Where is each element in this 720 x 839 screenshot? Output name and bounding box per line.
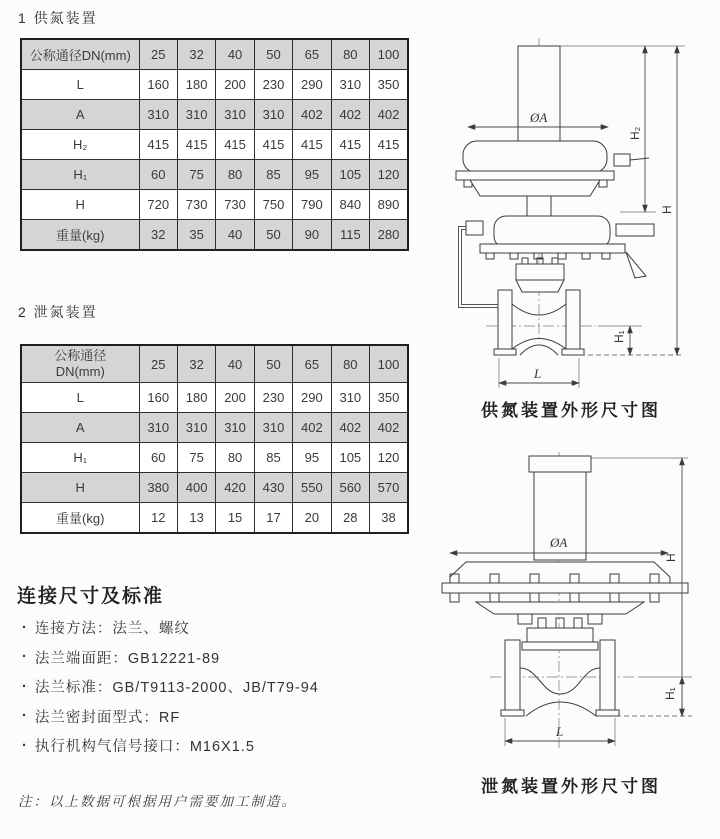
- table-header-cell: 32: [177, 39, 215, 70]
- table-header-cell: 公称通径DN(mm): [21, 39, 139, 70]
- table-header-cell: 80: [331, 345, 369, 383]
- table-cell: 415: [254, 130, 292, 160]
- table-cell: 310: [216, 100, 254, 130]
- table-cell: 160: [139, 70, 177, 100]
- bullet-icon: ·: [22, 649, 28, 666]
- table-cell: 415: [177, 130, 215, 160]
- table-cell: 75: [177, 443, 215, 473]
- table-cell: 402: [370, 413, 408, 443]
- table-cell: 420: [216, 473, 254, 503]
- table-cell: 115: [331, 220, 369, 251]
- l-dimension: [499, 358, 579, 388]
- table-cell: 230: [254, 383, 292, 413]
- table-cell: 560: [331, 473, 369, 503]
- table-cell: 310: [254, 100, 292, 130]
- list-item-text: 执行机构气信号接口：M16X1.5: [34, 739, 255, 756]
- table-cell: 13: [177, 503, 215, 534]
- table-row: [21, 160, 408, 190]
- table-cell: 550: [293, 473, 331, 503]
- table-cell: 120: [370, 160, 408, 190]
- table-header-cell: 公称通径 DN(mm): [21, 345, 139, 383]
- table-cell: 730: [216, 190, 254, 220]
- table-cell: 840: [331, 190, 369, 220]
- table-cell: 730: [177, 190, 215, 220]
- table-row: [21, 503, 408, 534]
- table-cell: 20: [293, 503, 331, 534]
- table-cell: 160: [139, 383, 177, 413]
- table-header-cell: 50: [254, 345, 292, 383]
- table-cell: 95: [293, 443, 331, 473]
- table-cell: 402: [293, 100, 331, 130]
- table-cell: 12: [139, 503, 177, 534]
- supply-device-table: [20, 38, 409, 251]
- table-row: [21, 70, 408, 100]
- dim-label-h1: H₁: [663, 687, 677, 700]
- diaphragm: [442, 562, 688, 624]
- table-cell: 40: [216, 220, 254, 251]
- list-item-text: 法兰标准：GB/T9113-2000、JB/T79-94: [34, 680, 319, 697]
- section2-title: 2 泄氮装置: [18, 304, 98, 320]
- outlet-pipe: [616, 224, 654, 236]
- dim-label-h: H: [664, 553, 678, 562]
- bonnet: [522, 618, 598, 650]
- table-cell: 95: [293, 160, 331, 190]
- table-cell: 15: [216, 503, 254, 534]
- table-header-cell: 50: [254, 39, 292, 70]
- list-item-text: 法兰密封面型式：RF: [34, 709, 181, 726]
- table-cell: 380: [139, 473, 177, 503]
- supply-device-outline-drawing: [430, 38, 720, 393]
- table-row: [21, 130, 408, 160]
- footnote: 注：以上数据可根据用户需要加工制造。: [18, 794, 297, 809]
- table-cell: 28: [331, 503, 369, 534]
- table-header-cell: 65: [293, 39, 331, 70]
- list-item: [22, 613, 422, 643]
- h-dimension: [660, 46, 677, 355]
- table-cell: 80: [216, 443, 254, 473]
- valve-body: [501, 640, 619, 716]
- list-item: [22, 672, 422, 702]
- table-header-cell: 25: [139, 39, 177, 70]
- h1-dimension: [580, 326, 682, 355]
- table-cell: 310: [254, 413, 292, 443]
- table-header-cell: 65: [293, 345, 331, 383]
- table-cell: 60: [139, 443, 177, 473]
- table-cell: 120: [370, 443, 408, 473]
- row-label: A: [21, 100, 139, 130]
- drawing1-caption: 供氮装置外形尺寸图: [481, 401, 661, 420]
- row-label: L: [21, 70, 139, 100]
- row-label: 重量(kg): [21, 503, 139, 534]
- table-cell: 415: [370, 130, 408, 160]
- table-cell: 310: [216, 413, 254, 443]
- table-cell: 310: [331, 383, 369, 413]
- bullet-icon: ·: [22, 619, 28, 636]
- table-cell: 85: [254, 160, 292, 190]
- standards-list: [22, 613, 422, 761]
- table-cell: 402: [370, 100, 408, 130]
- table-row: [21, 473, 408, 503]
- row-label: L: [21, 383, 139, 413]
- dim-label-h: H: [660, 205, 674, 214]
- table-cell: 310: [139, 100, 177, 130]
- table-cell: 230: [254, 70, 292, 100]
- table-header-cell: 100: [370, 345, 408, 383]
- table-cell: 415: [139, 130, 177, 160]
- table-cell: 17: [254, 503, 292, 534]
- table-cell: 310: [139, 413, 177, 443]
- table-row: [21, 220, 408, 251]
- table-row: [21, 413, 408, 443]
- table-row: [21, 383, 408, 413]
- table-cell: 280: [370, 220, 408, 251]
- discharge-device-table: [20, 344, 409, 534]
- standards-heading: 连接尺寸及标准: [17, 586, 165, 607]
- table-cell: 750: [254, 190, 292, 220]
- table-cell: 350: [370, 70, 408, 100]
- row-label: H₂: [21, 130, 139, 160]
- dim-label-h1: H₁: [612, 330, 626, 343]
- table-cell: 290: [293, 70, 331, 100]
- table-cell: 402: [331, 100, 369, 130]
- table-cell: 200: [216, 383, 254, 413]
- actuator-diaphragm: [456, 141, 649, 196]
- table-cell: 310: [331, 70, 369, 100]
- pilot-regulator: [480, 196, 625, 259]
- table-cell: 90: [293, 220, 331, 251]
- row-label: H₁: [21, 160, 139, 190]
- table-header-row: [21, 39, 408, 70]
- filter-box: [466, 221, 483, 235]
- l-dimension: [505, 718, 615, 746]
- dim-label-l: L: [534, 366, 542, 381]
- table-cell: 80: [216, 160, 254, 190]
- table-cell: 720: [139, 190, 177, 220]
- list-item-text: 法兰端面距：GB12221-89: [34, 650, 221, 667]
- bullet-icon: ·: [22, 678, 28, 695]
- dim-label-diameter: ØA: [550, 535, 568, 550]
- bullet-icon: ·: [22, 737, 28, 754]
- table-cell: 430: [254, 473, 292, 503]
- table-cell: 38: [370, 503, 408, 534]
- table-header-cell: 100: [370, 39, 408, 70]
- table-cell: 415: [216, 130, 254, 160]
- dim-label-diameter: ØA: [530, 110, 548, 125]
- row-label: A: [21, 413, 139, 443]
- h2-dimension: [620, 46, 656, 212]
- table-cell: 415: [293, 130, 331, 160]
- row-label: 重量(kg): [21, 220, 139, 251]
- list-item: [22, 731, 422, 761]
- table-header-cell: 40: [216, 345, 254, 383]
- dim-label-h2: H₂: [628, 126, 642, 140]
- table-cell: 402: [331, 413, 369, 443]
- section1-title: 1 供氮装置: [18, 10, 98, 26]
- table-cell: 32: [139, 220, 177, 251]
- table-cell: 105: [331, 160, 369, 190]
- table-header-cell: 32: [177, 345, 215, 383]
- table-cell: 50: [254, 220, 292, 251]
- table-cell: 35: [177, 220, 215, 251]
- table-cell: 310: [177, 413, 215, 443]
- top-pipe: [518, 46, 685, 145]
- table-cell: 890: [370, 190, 408, 220]
- row-label: H₁: [21, 443, 139, 473]
- table-cell: 310: [177, 100, 215, 130]
- table-cell: 75: [177, 160, 215, 190]
- list-item-text: 连接方法：法兰、螺纹: [34, 621, 190, 638]
- table-cell: 105: [331, 443, 369, 473]
- list-item: [22, 643, 422, 673]
- list-item: [22, 702, 422, 732]
- table-cell: 200: [216, 70, 254, 100]
- table-cell: 402: [293, 413, 331, 443]
- table-cell: 180: [177, 383, 215, 413]
- table-cell: 60: [139, 160, 177, 190]
- vent-fitting: [614, 154, 630, 166]
- bullet-icon: ·: [22, 708, 28, 725]
- table-header-cell: 40: [216, 39, 254, 70]
- row-label: H: [21, 190, 139, 220]
- table-row: [21, 100, 408, 130]
- table-cell: 85: [254, 443, 292, 473]
- table-cell: 290: [293, 383, 331, 413]
- table-row: [21, 443, 408, 473]
- table-row: [21, 190, 408, 220]
- row-label: H: [21, 473, 139, 503]
- table-header-cell: 25: [139, 345, 177, 383]
- table-header-row: [21, 345, 408, 383]
- table-cell: 790: [293, 190, 331, 220]
- table-cell: 400: [177, 473, 215, 503]
- handle-lever: [626, 252, 646, 278]
- diameter-dimension: [468, 110, 608, 127]
- table-cell: 180: [177, 70, 215, 100]
- discharge-device-outline-drawing: [430, 450, 720, 765]
- dim-label-l: L: [556, 724, 564, 739]
- table-cell: 350: [370, 383, 408, 413]
- drawing2-caption: 泄氮装置外形尺寸图: [481, 777, 661, 796]
- table-header-cell: 80: [331, 39, 369, 70]
- table-cell: 415: [331, 130, 369, 160]
- table-cell: 570: [370, 473, 408, 503]
